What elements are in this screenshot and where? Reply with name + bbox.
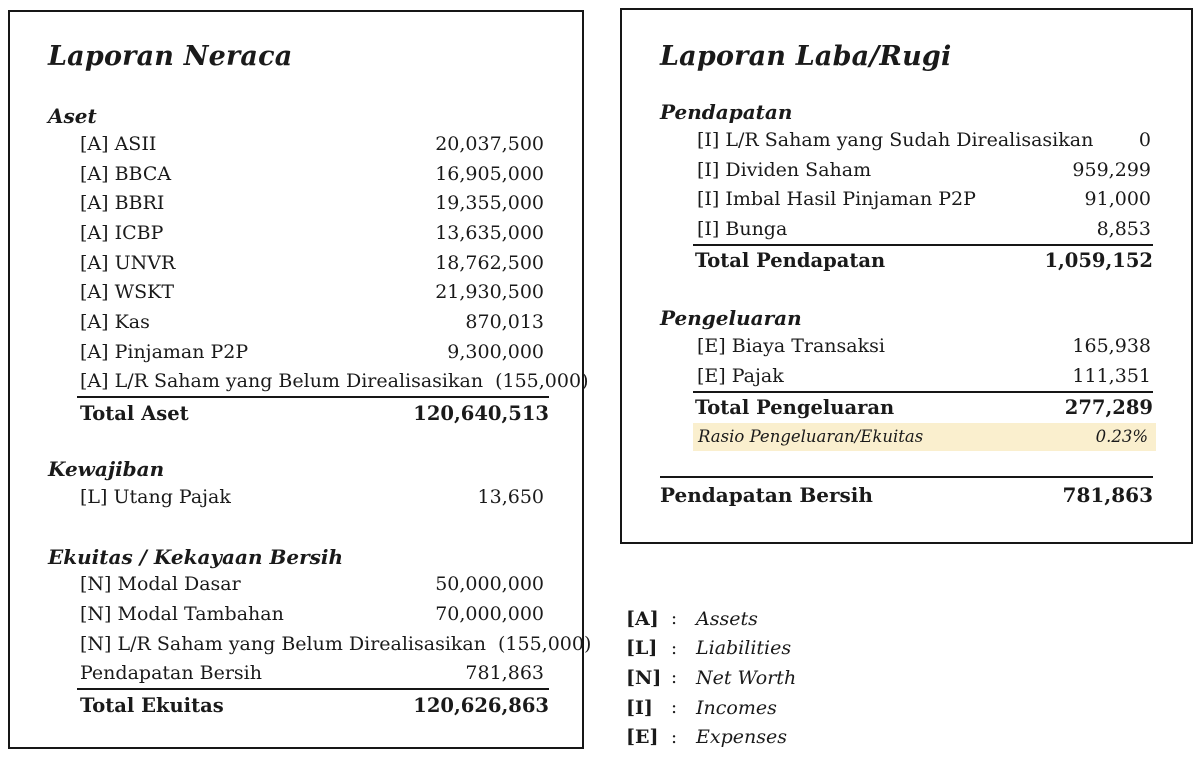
row-value: 50,000,000 — [435, 573, 544, 596]
kewajiban-rows — [80, 482, 544, 512]
total-label: Total Aset — [80, 401, 189, 425]
row-label: [I] Dividen Saham — [697, 158, 872, 181]
row-value: 13,650 — [477, 485, 544, 508]
row-label: [N] Modal Tambahan — [80, 603, 284, 626]
row-value: 21,930,500 — [435, 281, 544, 304]
legend-term: Incomes — [696, 696, 777, 719]
table-row — [80, 659, 544, 689]
row-label: [E] Pajak — [697, 364, 784, 387]
table-row — [80, 629, 592, 659]
row-value: 165,938 — [1072, 335, 1151, 358]
table-row — [697, 214, 1151, 244]
table-row — [80, 307, 544, 337]
legend — [626, 604, 796, 752]
row-value: 8,853 — [1096, 217, 1151, 240]
table-row — [80, 129, 544, 159]
total-value: 1,059,152 — [1044, 249, 1153, 273]
row-value: 870,013 — [465, 310, 544, 333]
total-aset-row — [77, 396, 549, 428]
pendapatan-rows — [697, 125, 1151, 244]
section-kewajiban — [48, 456, 544, 512]
balance-sheet-panel — [8, 10, 592, 749]
row-value: 19,355,000 — [435, 192, 544, 215]
legend-term: Net Worth — [696, 666, 797, 689]
legend-colon: : — [670, 637, 678, 659]
row-label: [A] BBCA — [80, 162, 172, 185]
row-label: [A] UNVR — [80, 251, 176, 274]
page-title: Laporan Laba/Rugi — [660, 41, 952, 72]
row-value: 0 — [1138, 128, 1151, 151]
row-label: [I] Imbal Hasil Pinjaman P2P — [697, 188, 976, 211]
legend-code: [E] — [626, 726, 659, 749]
row-label: [A] L/R Saham yang Belum Direalisasikan — [80, 370, 484, 393]
row-value: 9,300,000 — [447, 340, 544, 363]
row-label: Pendapatan Bersih — [80, 662, 262, 685]
total-ekuitas-row — [77, 688, 549, 720]
table-row — [80, 248, 544, 278]
row-label: [I] L/R Saham yang Sudah Direalisasikan — [697, 128, 1094, 151]
row-value: 111,351 — [1072, 364, 1151, 387]
section-heading-ekuitas: Ekuitas / Kekayaan Bersih — [48, 544, 344, 569]
table-row — [80, 599, 544, 629]
table-row — [80, 159, 544, 189]
table-row — [80, 367, 589, 397]
section-heading-pengeluaran: Pengeluaran — [660, 306, 802, 331]
ekuitas-rows — [80, 570, 592, 689]
total-label: Total Pendapatan — [695, 249, 886, 273]
ratio-value: 0.23% — [1095, 427, 1148, 447]
ratio-row — [693, 423, 1156, 452]
row-value: 781,863 — [465, 662, 544, 685]
table-row — [80, 188, 544, 218]
table-row — [697, 331, 1151, 361]
total-pengeluaran-row — [693, 391, 1153, 423]
row-value: 70,000,000 — [435, 603, 544, 626]
net-income-row — [660, 476, 1153, 512]
table-row — [80, 218, 544, 248]
section-ekuitas — [48, 544, 592, 720]
legend-item — [626, 634, 796, 664]
legend-item — [626, 693, 796, 723]
table-row — [80, 482, 544, 512]
section-aset — [48, 103, 589, 428]
row-label: [A] WSKT — [80, 281, 174, 304]
row-label: [A] ICBP — [80, 221, 164, 244]
total-pendapatan-row — [693, 244, 1153, 276]
section-pendapatan — [660, 99, 1151, 275]
row-label: [A] Kas — [80, 310, 150, 333]
legend-term: Assets — [696, 607, 758, 630]
row-value: (155,000) — [495, 370, 589, 393]
legend-code: [I] — [626, 696, 653, 719]
income-statement-panel — [620, 8, 1193, 544]
row-label: [A] BBRI — [80, 192, 165, 215]
table-row — [697, 361, 1151, 391]
legend-item — [626, 663, 796, 693]
legend-colon: : — [670, 697, 678, 719]
pengeluaran-rows — [697, 331, 1151, 390]
row-value: 91,000 — [1084, 188, 1151, 211]
table-row — [697, 125, 1151, 155]
section-heading-pendapatan: Pendapatan — [660, 100, 793, 124]
table-row — [80, 337, 544, 367]
row-label: [A] ASII — [80, 132, 157, 155]
row-value: 959,299 — [1072, 158, 1151, 181]
total-value: 120,640,513 — [413, 401, 549, 425]
legend-colon: : — [670, 608, 678, 630]
section-pengeluaran — [660, 305, 1151, 451]
total-value: 120,626,863 — [413, 693, 549, 717]
legend-term: Expenses — [696, 726, 787, 749]
legend-colon: : — [670, 726, 678, 748]
legend-term: Liabilities — [696, 637, 792, 660]
legend-code: [L] — [626, 637, 658, 660]
row-value: 16,905,000 — [435, 162, 544, 185]
table-row — [697, 184, 1151, 214]
net-income-label: Pendapatan Bersih — [660, 483, 873, 507]
row-label: [N] Modal Dasar — [80, 573, 241, 596]
table-row — [80, 277, 544, 307]
row-label: [E] Biaya Transaksi — [697, 335, 885, 358]
table-row — [80, 570, 544, 600]
section-heading-kewajiban: Kewajiban — [48, 456, 165, 481]
aset-rows — [80, 129, 589, 396]
net-income-value: 781,863 — [1062, 483, 1153, 507]
legend-code: [A] — [626, 607, 659, 630]
row-value: (155,000) — [498, 632, 592, 655]
row-label: [A] Pinjaman P2P — [80, 340, 249, 363]
row-label: [N] L/R Saham yang Belum Direalisasikan — [80, 632, 486, 655]
legend-code: [N] — [626, 666, 662, 689]
row-value: 18,762,500 — [435, 251, 544, 274]
legend-colon: : — [670, 667, 678, 689]
page-title: Laporan Neraca — [48, 41, 293, 72]
table-row — [697, 155, 1151, 185]
row-value: 13,635,000 — [435, 221, 544, 244]
total-value: 277,289 — [1064, 396, 1153, 420]
legend-item — [626, 604, 796, 634]
total-label: Total Ekuitas — [80, 693, 224, 717]
total-label: Total Pengeluaran — [695, 396, 895, 420]
ratio-label: Rasio Pengeluaran/Ekuitas — [698, 427, 924, 447]
row-label: [L] Utang Pajak — [80, 485, 231, 508]
row-label: [I] Bunga — [697, 217, 788, 240]
section-heading-aset: Aset — [48, 104, 97, 128]
row-value: 20,037,500 — [435, 132, 544, 155]
legend-item — [626, 722, 796, 752]
